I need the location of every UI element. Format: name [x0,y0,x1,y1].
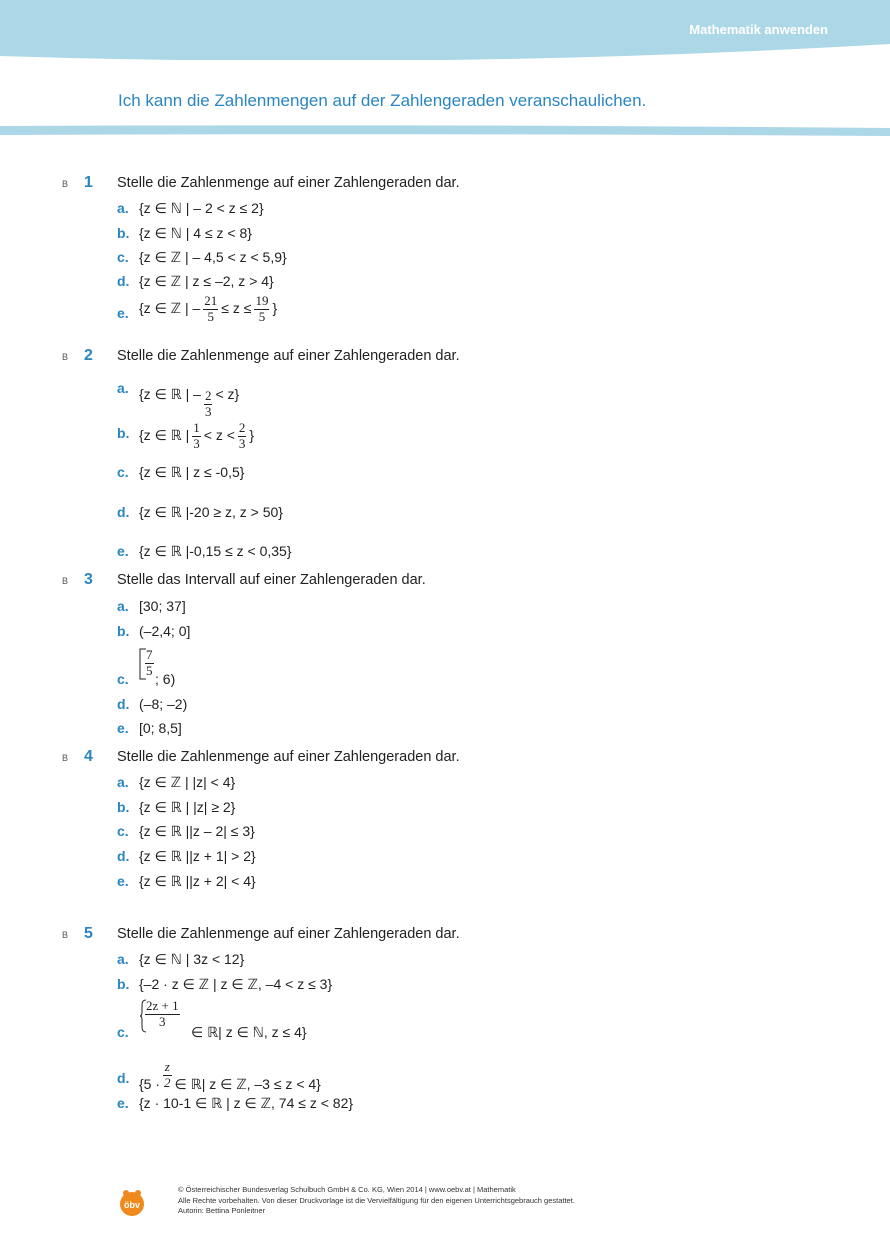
exercise-item [117,1059,817,1093]
exercise-number: 2 [84,347,93,364]
footer-author: Autorin: Bettina Ponleitner [178,1206,266,1215]
item-expression: {z ∈ ℝ |-0,15 ≤ z < 0,35} [139,543,292,559]
item-label: c. [117,671,129,687]
expr-part: < z} [215,386,240,403]
exercise-item [117,720,817,740]
item-label: d. [117,848,130,864]
item-expression: {z ∈ ℕ | 3z < 12} [139,951,245,967]
exercise-item [117,225,817,245]
exercise-item [117,647,817,691]
exercise-task: Stelle das Intervall auf einer Zahlengeraden dar. [117,572,426,588]
obv-logo [117,1188,147,1218]
exercise-item [117,976,817,996]
exercise-item [117,464,817,484]
item-expression: {z · 10-1 ∈ ℝ | z ∈ ℤ, 74 ≤ z < 82} [139,1095,354,1111]
exercise-item [117,623,817,643]
exercise-number: 3 [84,571,93,588]
numerator: 7 [146,647,153,662]
exercise-item [117,273,817,293]
exercise-item [117,380,817,419]
level-marker: B [62,576,69,586]
fraction [204,389,213,420]
numerator: 19 [255,293,269,308]
item-label: a. [117,951,129,967]
item-expression [139,421,254,452]
item-expression: {z ∈ ℝ |-20 ≥ z, z > 50} [139,504,283,520]
exercise-item [117,598,817,618]
exercise-task: Stelle die Zahlenmenge auf einer Zahlengeraden dar. [117,175,460,191]
header-title: Mathematik anwenden [689,22,828,37]
item-label: b. [117,225,130,241]
item-label: a. [117,598,129,614]
item-expression: [0; 8,5] [139,720,182,736]
expr-part: {z ∈ ℤ | – [139,300,201,317]
level-marker: B [62,753,69,763]
exercise-item [117,420,817,451]
exercise-item [117,998,817,1044]
item-expression: [30; 37] [139,598,186,614]
expr-part: ∈ ℝ| z ∈ ℕ, z ≤ 4} [191,1024,307,1040]
level-marker: B [62,930,69,940]
item-label: e. [117,1095,129,1111]
exercise-item [117,774,817,794]
exercise-item [117,799,817,819]
footer-copyright [178,1185,575,1217]
logo-text: öbv [123,1200,141,1210]
item-label: c. [117,823,129,839]
numerator: 1 [193,420,200,435]
item-label: e. [117,543,129,559]
expr-part: {5 · [139,1076,161,1093]
denominator: 5 [258,308,266,324]
item-expression: {z ∈ ℝ ||z – 2| ≤ 3} [139,823,255,839]
item-label: c. [117,249,129,265]
item-label: b. [117,976,130,992]
exercise-item [117,200,817,220]
exercise-item [117,504,817,524]
item-expression: {z ∈ ℝ ||z + 1| > 2} [139,848,256,864]
expr-part: {z ∈ ℝ | [139,427,190,444]
item-expression: {z ∈ ℤ | z ≤ –2, z > 4} [139,273,274,289]
numerator: z [164,1059,170,1074]
exercise-item [117,543,817,563]
expr-part: {z ∈ ℝ | – [139,386,201,403]
fraction [203,294,218,325]
fraction [238,421,247,452]
exercise-item [117,848,817,868]
expr-part: < z < [203,427,235,444]
denominator: 3 [193,435,200,451]
item-expression: {z ∈ ℤ | |z| < 4} [139,774,236,790]
exercise-item [117,696,817,716]
item-label: a. [117,774,129,790]
exercise-task: Stelle die Zahlenmenge auf einer Zahlengeraden dar. [117,348,460,364]
item-expression: (–8; –2) [139,696,188,712]
goal-divider-band [0,124,890,138]
expr-part: ≤ z ≤ [221,300,252,317]
item-label: a. [117,380,129,396]
item-expression: {z ∈ ℝ | |z| ≥ 2} [139,799,236,815]
item-expression: {z ∈ ℕ | – 2 < z ≤ 2} [139,200,264,216]
item-label: e. [117,873,129,889]
exercise-item [117,293,817,325]
exercise-item [117,873,817,893]
fraction [254,294,269,325]
denominator: 2 [164,1074,171,1090]
exercise-number: 5 [84,925,93,942]
learning-goal: Ich kann die Zahlenmengen auf der Zahlengeraden veranschaulichen. [118,91,647,110]
numerator: 21 [204,293,218,308]
fraction [145,648,154,679]
numerator: 2z + 1 [146,998,179,1013]
item-expression [139,294,277,325]
item-label: e. [117,305,129,321]
item-expression: {z ∈ ℝ ||z + 2| < 4} [139,873,256,889]
item-expression: {z ∈ ℝ | z ≤ -0,5} [139,464,245,480]
denominator: 5 [146,662,153,678]
item-label: b. [117,425,130,441]
exercise-task: Stelle die Zahlenmenge auf einer Zahlengeraden dar. [117,749,460,765]
denominator: 5 [207,308,215,324]
fraction [192,421,201,452]
expr-part: } [272,300,278,317]
item-expression [139,380,240,419]
fraction [145,999,180,1030]
exercise-task: Stelle die Zahlenmenge auf einer Zahlengeraden dar. [117,926,460,942]
exercise-number: 4 [84,748,93,765]
item-label: e. [117,720,129,736]
denominator: 3 [159,1013,166,1029]
exercise-item [117,1095,817,1115]
exercise-item [117,823,817,843]
fraction [163,1060,172,1091]
item-label: d. [117,1070,130,1086]
expr-part: ∈ ℝ| z ∈ ℤ, –3 ≤ z < 4} [174,1076,321,1093]
expr-part: ; 6) [155,671,176,687]
item-expression: {z ∈ ℤ | – 4,5 < z < 5,9} [139,249,287,265]
numerator: 2 [204,388,212,403]
item-expression: {z ∈ ℕ | 4 ≤ z < 8} [139,225,252,241]
item-label: d. [117,504,130,520]
item-expression: (–2,4; 0] [139,623,191,639]
item-label: b. [117,623,130,639]
item-label: d. [117,273,130,289]
item-expression: {–2 · z ∈ ℤ | z ∈ ℤ, –4 < z ≤ 3} [139,976,333,992]
item-label: d. [117,696,130,712]
expr-part: } [249,427,255,444]
denominator: 3 [204,403,212,419]
exercise-item [117,951,817,971]
footer-line: Alle Rechte vorbehalten. Von dieser Druckvorlage ist die Vervielfältigung für den eigenen Unterrichtsgebrauch gestattet. [178,1195,575,1205]
exercise-item [117,249,817,269]
item-label: b. [117,799,130,815]
level-marker: B [62,352,69,362]
footer-line: © Österreichischer Bundesverlag Schulbuch GmbH & Co. KG, Wien 2014 | www.oebv.at | Mathematik [178,1185,516,1194]
item-label: c. [117,1024,129,1040]
exercise-number: 1 [84,174,93,191]
item-label: c. [117,464,129,480]
level-marker: B [62,179,69,189]
denominator: 3 [238,435,246,451]
item-label: a. [117,200,129,216]
numerator: 2 [238,420,246,435]
